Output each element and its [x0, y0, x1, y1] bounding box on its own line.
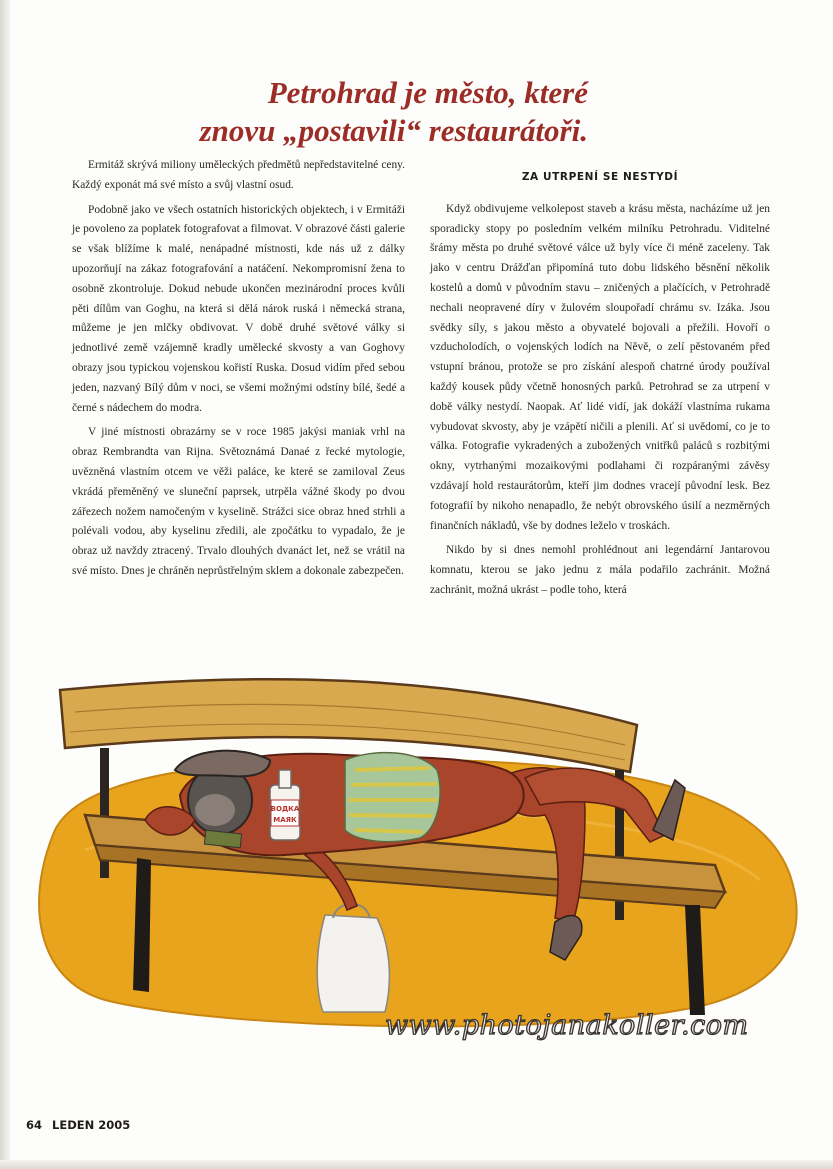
issue-label: LEDEN 2005	[52, 1118, 131, 1132]
paragraph: Podobně jako ve všech ostatních historických objektech, i v Ermitáži je povoleno za poplatek fotografovat a filmovat. V obrazové části galerie se však blížíme k malé, nenápadné místnosti, kde nás už z dálky upozorňují na zákaz fotografování a natáčení. Nekompromisní žena to osobně zkontroluje. Dokud nebude ukončen mezinárodní proces kvůli pěti dílům van Goghu, na která si dělá nárok ruská i německá strana, můžeme je jen mlčky obdivovat. V době druhé světové války si jednotlivé země vzájemně kradly umělecké skvosty a van Goghovy obrazy jsou typickou vojenskou kořistí Ruska. Dosud vidím před sebou jeden, nazvaný Bílý dům v noci, se všemi možnými odstíny bílé, šedé a černé s nádechem do modra.	[72, 203, 405, 414]
paragraph: V jiné místnosti obrazárny se v roce 1985 jakýsi maniak vrhl na obraz Rembrandta van Rijna. Světoznámá Danaé z řecké mytologie, uvězněná vlastním otcem ve věži paláce, ke které se zamiloval Zeus vkrádá přeměněný ve sluneční paprsek, utrpěla vážné škody po dvou zářezech nožem namočeným v kyselině. Strážci sice obraz hned strhli a polévali vodou, aby kyselinu zředili, ale zpočátku to vypadalo, že je obraz už navždy ztracený. Trvalo dlouhých dvanáct let, než se vrátil na své místo. Dnes je chráněn neprůstřelným sklem a dokonale zabezpečen.	[72, 426, 405, 577]
paragraph: Nikdo by si dnes nemohl prohlédnout ani legendární Jantarovou komnatu, kterou se jako jednu z mála podařilo zachránit. Možná zachránit, možná ukrást – podle toho, která	[430, 544, 770, 596]
article-headline	[28, 74, 588, 150]
right-text-column	[430, 168, 770, 606]
headline-line-1: Petrohrad je město, které	[267, 75, 588, 110]
watermark-text: www.photojanakoller.com	[385, 1010, 749, 1041]
headline-line-2: znovu „postavili“ restaurátoři.	[199, 113, 588, 148]
bottle-label-line-2: МАЯК	[273, 816, 297, 824]
plastic-bag	[317, 915, 389, 1012]
section-subheading: ZA UTRPENÍ SE NESTYDÍ	[521, 171, 679, 183]
paragraph: Když obdivujeme velkolepost staveb a krásu města, nacházíme už jen sporadicky stopy po posledním velkém milníku Petrohradu. Viditelné šrámy města po druhé světové válce už byly více či méně zaceleny. Tak jako v centru Drážďan připomíná tuto dobu lidského běsnění několik kostelů a domů v původním stavu – zničených a plačících, v Petrohradě nechali neopravené díry v žulovém sloupořadí chrámu sv. Izáka. Jsou svědky síly, s jakou město a obyvatelé bojovali a přežili. Hovoří o vzducholodích, o vojenských lodích na Něvě, o zelí pěstovaném před vstupní bránou, protože se pro získání alespoň chatrné úrody používal každý kousek půdy včetně honosných parků. Petrohrad se za utrpení v době války nestydí. Naopak. Ať lidé vidí, jak dokáží vlastníma rukama vybudovat skvosty, aby je vzápětí ničili a plenili. Ať si uvědomí, co je to válka. Fotografie vykradených a zubožených vnitřků paláců s rozbitými okny, vytrhanými mozaikovými podlahami či rozpáranými závěsy vzdávají hold restaurátorům, kteří jim dodnes vracejí původní lesk. Bez fotografií by nikoho nenapadlo, že nebýt obrovského úsilí a nezměrných finančních nákladů, vše by dodnes leželo v troskách.	[430, 202, 770, 532]
page-footer	[26, 1118, 136, 1132]
page-number: 64	[26, 1118, 43, 1132]
bottle-label-line-1: ВОДКА	[270, 805, 300, 813]
left-text-column	[72, 156, 405, 587]
illustration-monkey-on-bench	[25, 660, 815, 1055]
flat-cap	[175, 751, 270, 777]
paragraph: Ermitáž skrývá miliony uměleckých předmětů nepředstavitelné ceny. Každý exponát má své místo a svůj vlastní osud.	[72, 159, 405, 191]
scan-bottom-edge	[0, 1160, 833, 1169]
scan-left-edge	[0, 0, 10, 1169]
